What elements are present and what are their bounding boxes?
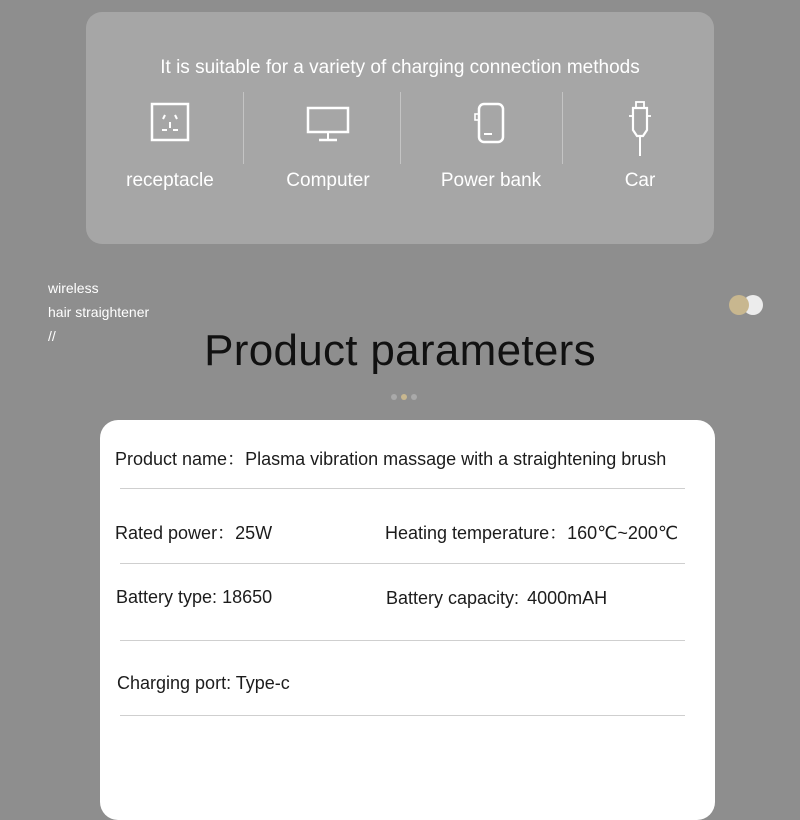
param-label: Heating temperature：	[385, 523, 568, 543]
method-car	[560, 100, 720, 210]
decorative-dots	[729, 295, 763, 315]
param-value: 4000mAH	[527, 588, 608, 608]
method-power-bank	[411, 100, 571, 210]
param-heating-temperature	[385, 519, 678, 545]
caption-line: wireless	[48, 280, 99, 296]
dot	[729, 295, 749, 315]
charging-methods-panel	[86, 12, 714, 244]
param-charging-port	[117, 673, 290, 694]
pager-dots	[391, 394, 417, 400]
charging-methods-heading: It is suitable for a variety of charging connection methods	[160, 57, 640, 78]
divider	[400, 92, 401, 164]
pager-dot[interactable]	[411, 394, 417, 400]
pager-dot[interactable]	[391, 394, 397, 400]
divider	[120, 640, 685, 641]
car-charger-icon	[560, 100, 720, 160]
divider	[120, 715, 685, 716]
section-title: Product parameters	[204, 326, 596, 375]
param-product-name	[115, 445, 666, 471]
param-value: 18650	[222, 587, 273, 607]
divider	[120, 488, 685, 489]
method-label-computer: Computer	[286, 170, 370, 191]
power-bank-icon	[411, 100, 571, 160]
method-label-receptacle: receptacle	[126, 170, 214, 191]
method-label-power-bank: Power bank	[440, 170, 542, 191]
caption-line: hair straightener	[48, 304, 150, 320]
method-label-car: Car	[624, 170, 656, 191]
divider	[120, 563, 685, 564]
param-value: 25W	[235, 523, 273, 543]
param-label: Battery type:	[116, 587, 218, 607]
param-label: Product name：	[115, 449, 246, 469]
param-label: Charging port:	[117, 673, 232, 693]
param-battery-capacity	[386, 588, 607, 609]
param-battery-type	[116, 587, 272, 608]
method-receptacle	[90, 100, 250, 210]
param-label: Rated power：	[115, 523, 236, 543]
divider	[243, 92, 244, 164]
receptacle-icon	[90, 100, 250, 160]
product-parameters-card	[100, 420, 715, 820]
caption-line: //	[48, 328, 56, 344]
param-rated-power	[115, 519, 272, 545]
param-label: Battery capacity:	[386, 588, 520, 608]
param-value: 160℃~200℃	[567, 523, 679, 543]
param-value: Type-c	[235, 673, 290, 693]
computer-icon	[248, 100, 408, 160]
pager-dot-active[interactable]	[401, 394, 407, 400]
method-computer	[248, 100, 408, 210]
param-value: Plasma vibration massage with a straightening brush	[245, 449, 667, 469]
